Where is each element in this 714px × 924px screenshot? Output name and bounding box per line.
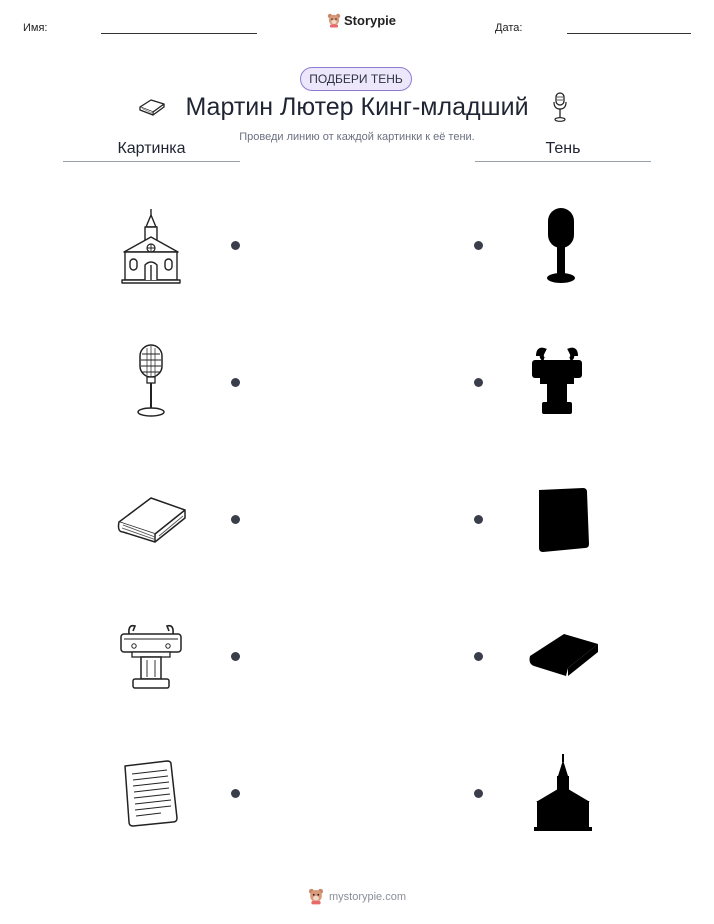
- podium-icon: [117, 620, 185, 692]
- match-dot-left-1[interactable]: [231, 241, 240, 250]
- match-dot-left-4[interactable]: [231, 652, 240, 661]
- book-shadow: [526, 630, 600, 678]
- activity-badge: ПОДБЕРИ ТЕНЬ: [300, 67, 412, 91]
- match-dot-left-3[interactable]: [231, 515, 240, 524]
- match-dot-right-5[interactable]: [474, 789, 483, 798]
- brand-name: Storypie: [344, 13, 397, 28]
- instructions: Проведи линию от каждой картинки к её тени.: [239, 131, 475, 143]
- column-divider-left: [63, 161, 240, 162]
- book-icon: [115, 492, 187, 544]
- page-title: Мартин Лютер Кинг-младший: [185, 93, 529, 121]
- match-dot-right-2[interactable]: [474, 378, 483, 387]
- column-header-shadow: Тень: [545, 140, 581, 157]
- microphone-shadow: [540, 206, 582, 284]
- name-line[interactable]: [101, 33, 257, 34]
- church-icon: [118, 207, 184, 285]
- church-shadow: [532, 754, 594, 832]
- bear-mascot-icon: [308, 888, 324, 905]
- date-label: Дата:: [495, 22, 523, 34]
- match-dot-left-2[interactable]: [231, 378, 240, 387]
- microphone-icon: [132, 342, 170, 420]
- paper-icon: [121, 758, 181, 828]
- brand-logo: [327, 13, 396, 28]
- footer: [0, 888, 714, 905]
- date-line[interactable]: [567, 33, 691, 34]
- match-dot-left-5[interactable]: [231, 789, 240, 798]
- match-dot-right-3[interactable]: [474, 515, 483, 524]
- match-dot-right-1[interactable]: [474, 241, 483, 250]
- name-label: Имя:: [23, 22, 48, 34]
- podium-shadow: [528, 346, 586, 416]
- column-header-picture: Картинка: [117, 140, 186, 157]
- column-divider-right: [475, 161, 651, 162]
- match-dot-right-4[interactable]: [474, 652, 483, 661]
- footer-site[interactable]: mystorypie.com: [328, 890, 407, 903]
- microphone-icon: [551, 91, 569, 123]
- paper-shadow: [533, 486, 591, 554]
- bear-mascot-icon: [327, 13, 341, 28]
